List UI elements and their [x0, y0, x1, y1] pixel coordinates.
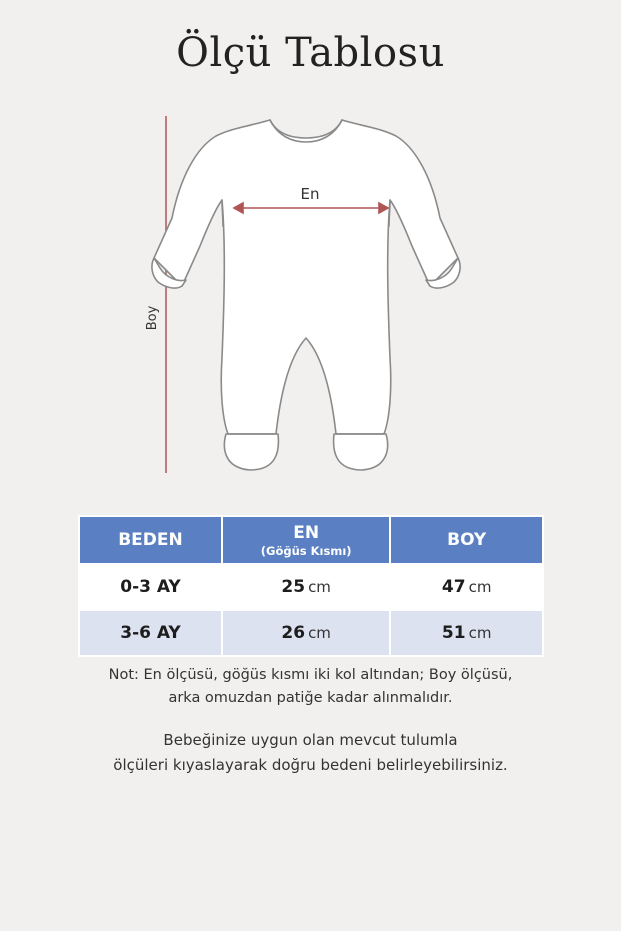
size-cell: 3-6 AY	[79, 610, 222, 656]
measurement-note	[0, 664, 621, 710]
length-unit: cm	[468, 578, 492, 596]
header-width	[222, 516, 390, 564]
length-cell	[390, 610, 543, 656]
width-unit: cm	[308, 624, 331, 642]
size-table	[78, 515, 544, 657]
left-foot	[224, 434, 278, 470]
width-value: 26	[281, 623, 306, 643]
header-width-sub: (Göğüs Kısmı)	[260, 543, 352, 558]
romper-illustration	[130, 108, 490, 488]
table-header-row	[79, 516, 543, 564]
width-unit: cm	[308, 578, 331, 596]
page-title: Ölçü Tablosu	[176, 30, 445, 76]
header-size-label: BEDEN	[118, 530, 183, 550]
length-value: 47	[441, 577, 466, 597]
header-length	[390, 516, 543, 564]
advice-line-1: Bebeğinize uygun olan mevcut tulumla	[163, 731, 458, 749]
header-size	[79, 516, 222, 564]
length-unit: cm	[468, 624, 492, 642]
right-foot	[334, 434, 388, 470]
romper-body	[154, 120, 458, 434]
sizing-advice	[0, 728, 621, 778]
header-length-label: BOY	[447, 530, 487, 550]
width-value: 25	[281, 577, 306, 597]
length-label: Boy	[145, 305, 160, 331]
width-cell	[222, 610, 390, 656]
table-row	[79, 564, 543, 610]
advice-line-2: ölçüleri kıyaslayarak doğru bedeni belirleyebilirsiniz.	[113, 756, 508, 774]
width-cell	[222, 564, 390, 610]
length-cell	[390, 564, 543, 610]
length-value: 51	[441, 623, 466, 643]
romper-diagram	[130, 108, 490, 488]
note-line-2: arka omuzdan patiğe kadar alınmalıdır.	[168, 690, 453, 706]
note-line-1: Not: En ölçüsü, göğüs kısmı iki kol altından; Boy ölçüsü,	[108, 667, 513, 683]
width-label: En	[300, 185, 320, 203]
table-row	[79, 610, 543, 656]
header-width-label: EN	[293, 522, 320, 543]
size-cell: 0-3 AY	[79, 564, 222, 610]
